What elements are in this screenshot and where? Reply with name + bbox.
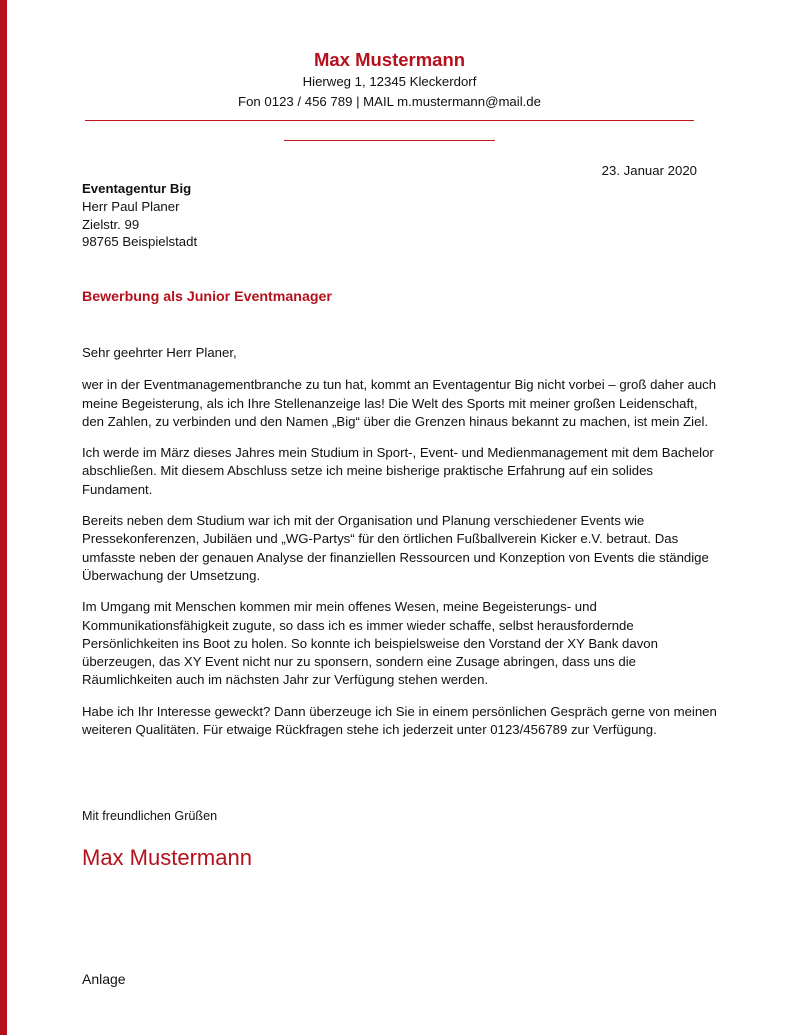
body-paragraph-5: Habe ich Ihr Interesse geweckt? Dann überzeuge ich Sie in einem persönlichen Gespräch gerne von meinen weiteren Qualitäten. Für etwaige Rückfragen stehe ich jederzeit unter 0123/456789 zur Verfügung. — [82, 703, 717, 738]
letter-body — [82, 344, 718, 752]
letter-date: 23. Januar 2020 — [601, 163, 697, 178]
recipient-city: 98765 Beispielstadt — [82, 234, 198, 250]
header-divider-long — [85, 120, 694, 121]
sender-address: Hierweg 1, 12345 Kleckerdorf — [302, 74, 477, 89]
sender-name: Max Mustermann — [313, 49, 466, 70]
recipient-street: Zielstr. 99 — [82, 216, 140, 232]
letterhead — [0, 48, 779, 112]
left-accent-bar — [0, 0, 7, 1035]
letter-subject: Bewerbung als Junior Eventmanager — [82, 289, 332, 305]
closing-phrase: Mit freundlichen Grüßen — [82, 809, 218, 823]
attachment-note: Anlage — [82, 971, 126, 987]
body-paragraph-1: wer in der Eventmanagementbranche zu tun hat, kommt an Eventagentur Big nicht vorbei – groß daher auch meine Begeisterung, als ich Ihre Stellenanzeige las! Die Welt des Sports mit meiner großen Leidenschaft, den Zahlen, zu verbinden und den Namen „Big“ über die Grenzen hinaus bekannt zu machen, ist mein Ziel. — [82, 377, 717, 429]
body-paragraph-2: Ich werde im März dieses Jahres mein Studium in Sport-, Event- und Medienmanagement mit dem Bachelor abschließen. Mit diesem Abschluss setze ich meine bisherige praktische Erfahrung auf ein solides Fundament. — [82, 445, 714, 497]
recipient-company: Eventagentur Big — [82, 181, 192, 196]
header-divider-short — [284, 140, 495, 141]
recipient-person: Herr Paul Planer — [82, 198, 180, 214]
sender-contact: Fon 0123 / 456 789 | MAIL m.mustermann@mail.de — [238, 94, 541, 109]
body-paragraph-3: Bereits neben dem Studium war ich mit der Organisation und Planung verschiedener Events wie Pressekonferenzen, Jubiläen und „WG-Partys“ für den örtlichen Fußballverein Kicker e.V. betraut. Das umfasste neben der genauen Analyse der finanziellen Ressourcen und Konzeption von Events die ständige Überwachung der Umsetzung. — [82, 513, 709, 583]
salutation: Sehr geehrter Herr Planer, — [82, 345, 237, 360]
signature: Max Mustermann — [82, 845, 252, 870]
recipient-block — [82, 180, 197, 251]
body-paragraph-4: Im Umgang mit Menschen kommen mir mein offenes Wesen, meine Begeisterungs- und Kommunikationsfähigkeit zugute, so dass ich es immer wieder schaffe, selbst herausfordernde Persönlichkeiten ins Boot zu holen. So konnte ich beispielsweise den Vorstand der XY Bank davon überzeugen, das XY Event nicht nur zu sponsern, sondern eine Zusage abringen, dass uns die Räumlichkeiten auch im nächsten Jahr zur Verfügung stehen werden. — [82, 599, 658, 688]
